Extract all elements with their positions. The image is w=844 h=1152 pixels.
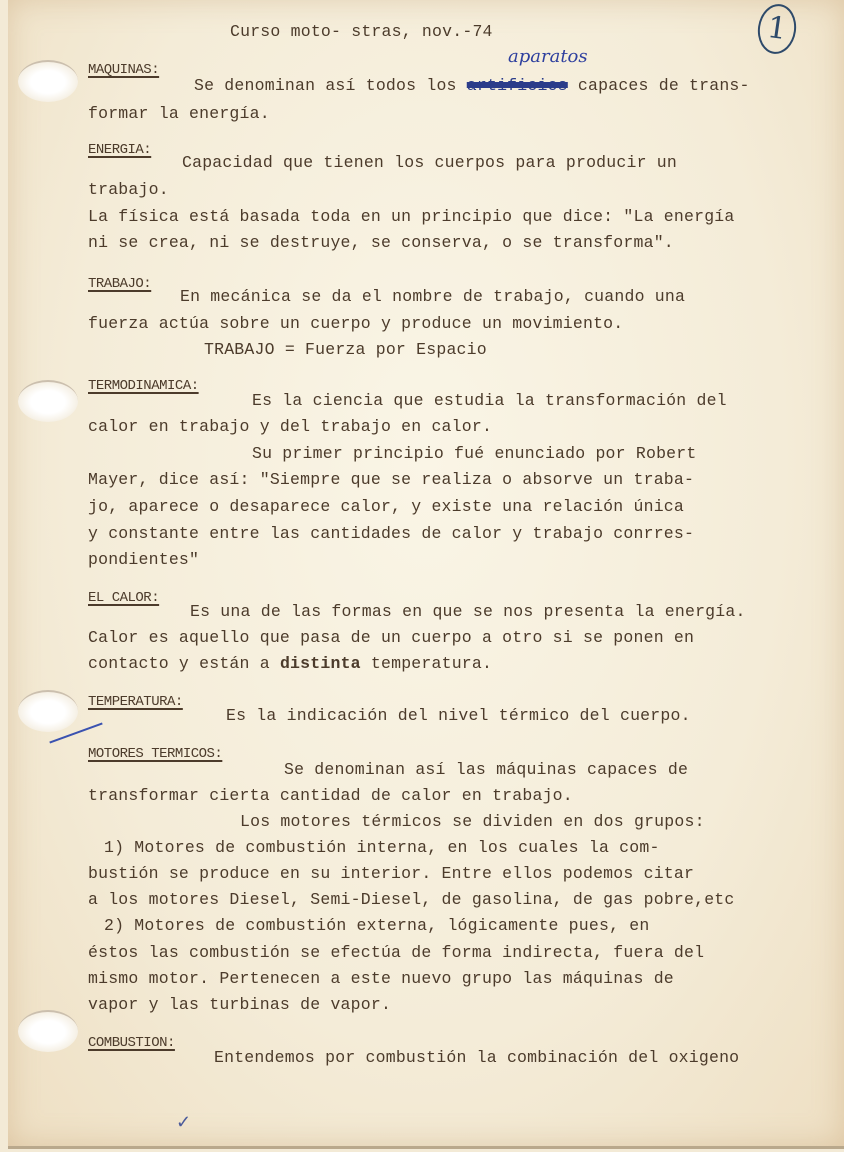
pen-mark: ✓ (176, 1112, 192, 1133)
punch-hole (18, 690, 78, 732)
text-line: 1) Motores de combustión interna, en los cuales la com- (104, 838, 660, 857)
text-line: Capacidad que tienen los cuerpos para producir un (182, 153, 677, 172)
term-el-calor: EL CALOR: (88, 590, 160, 606)
text-line: Mayer, dice así: "Siempre que se realiza o absorve un traba- (88, 470, 695, 489)
struck-word: artificios (466, 76, 568, 95)
text-line: Es la indicación del nivel térmico del cuerpo. (226, 706, 691, 725)
text-line: pondientes" (88, 550, 200, 569)
text-line: Se denominan así todos los artificios capaces de trans- (194, 76, 750, 95)
handwritten-correction: aparatos (508, 46, 588, 67)
text-line: mismo motor. Pertenecen a este nuevo grupo las máquinas de (88, 969, 674, 988)
term-temperatura: TEMPERATURA: (88, 694, 183, 710)
page-number: 1 (755, 2, 800, 57)
text-line: Es la ciencia que estudia la transformación del (252, 391, 727, 410)
text-line: ni se crea, ni se destruye, se conserva, o se transforma". (88, 233, 674, 252)
term-maquinas: MAQUINAS: (88, 62, 160, 78)
text-line: calor en trabajo y del trabajo en calor. (88, 417, 493, 436)
term-energia: ENERGIA: (88, 142, 152, 158)
term-combustion: COMBUSTION: (88, 1035, 175, 1051)
text-line: 2) Motores de combustión externa, lógicamente pues, en (104, 916, 650, 935)
text-line: Los motores térmicos se dividen en dos grupos: (240, 812, 705, 831)
text-line: formar la energía. (88, 104, 270, 123)
punch-hole (18, 1010, 78, 1052)
text-line: Se denominan así las máquinas capaces de (284, 760, 689, 779)
text-line: Entendemos por combustión la combinación del oxigeno (214, 1048, 740, 1067)
text-line: a los motores Diesel, Semi-Diesel, de gasolina, de gas pobre,etc (88, 890, 735, 909)
text-line: La física está basada toda en un principio que dice: "La energía (88, 207, 735, 226)
term-termodinamica: TERMODINAMICA: (88, 378, 199, 394)
term-trabajo: TRABAJO: (88, 276, 152, 292)
text-line: éstos las combustión se efectúa de forma indirecta, fuera del (88, 943, 705, 962)
punch-hole (18, 60, 78, 102)
term-motores-termicos: MOTORES TERMICOS: (88, 746, 223, 762)
text-line: contacto y están a distinta temperatura. (88, 654, 493, 673)
text-line: En mecánica se da el nombre de trabajo, cuando una (180, 287, 686, 306)
text-line: bustión se produce en su interior. Entre ellos podemos citar (88, 864, 695, 883)
document-header: Curso moto- stras, nov.-74 (230, 22, 493, 41)
punch-hole (18, 380, 78, 422)
text-line: y constante entre las cantidades de calor y trabajo conrres- (88, 524, 695, 543)
text-line: TRABAJO = Fuerza por Espacio (204, 340, 487, 359)
text-line: Es una de las formas en que se nos presenta la energía. (190, 602, 746, 621)
text-line: vapor y las turbinas de vapor. (88, 995, 392, 1014)
text-line: fuerza actúa sobre un cuerpo y produce un movimiento. (88, 314, 624, 333)
text-line: transformar cierta cantidad de calor en trabajo. (88, 786, 573, 805)
text-line: jo, aparece o desaparece calor, y existe una relación única (88, 497, 684, 516)
text-line: Calor es aquello que pasa de un cuerpo a otro si se ponen en (88, 628, 695, 647)
text-line: Su primer principio fué enunciado por Robert (252, 444, 697, 463)
text-line: trabajo. (88, 180, 169, 199)
